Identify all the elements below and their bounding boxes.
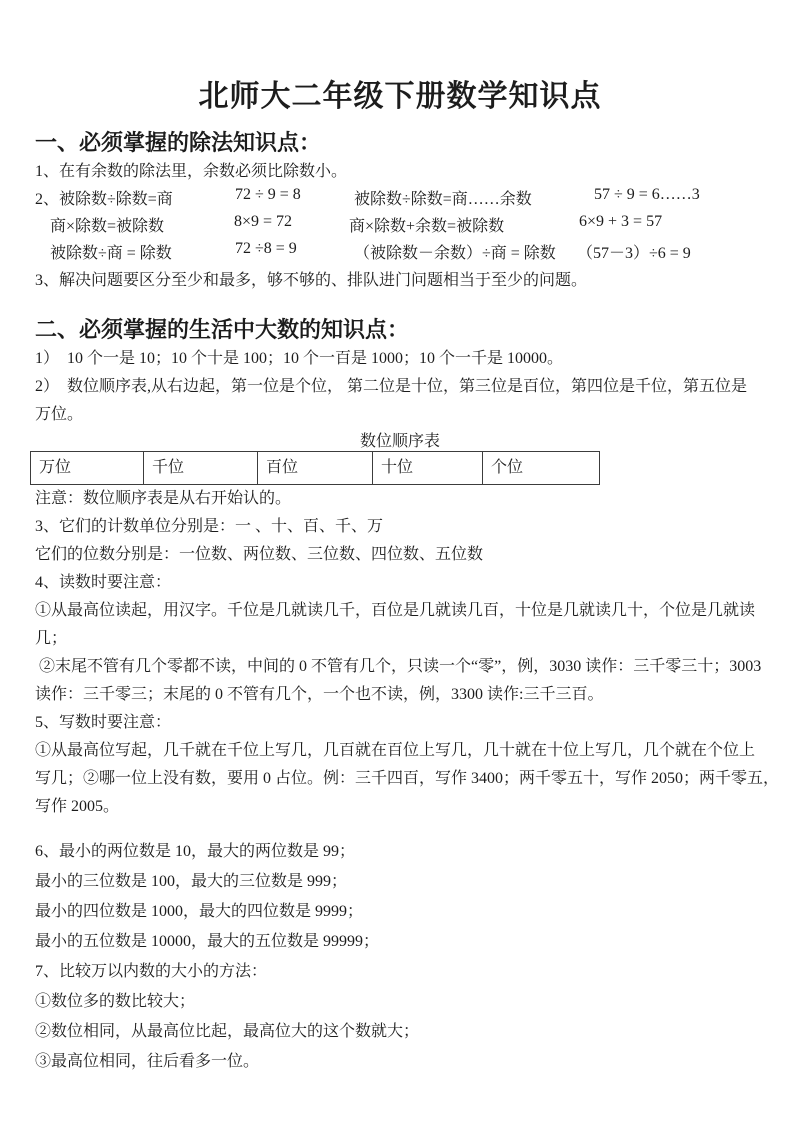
equation-example: （57－3）÷6 = 9: [577, 245, 691, 262]
reading-rule-2-line1: ②末尾不管有几个零都不读，中间的 0 不管有几个，只读一个“零”，例，3030 读作：三千零三十；3003: [35, 658, 762, 675]
equation-row-2: [35, 213, 765, 240]
table-note: 注意：数位顺序表是从右开始认的。: [35, 490, 292, 507]
document-content: [35, 0, 780, 1077]
section-2-heading: 二、必须掌握的生活中大数的知识点：: [35, 317, 410, 342]
section2-item5: 5、写数时要注意：: [35, 714, 172, 731]
reading-rule-1-line2: 几；: [35, 630, 68, 647]
section2-item2: [35, 373, 765, 429]
equation-example: 8×9 = 72: [234, 213, 293, 230]
table-cell-shiwei: 十位: [373, 452, 483, 484]
compare-rule-2: ②数位相同，从最高位比起，最高位大的这个数就大；: [35, 1023, 420, 1040]
section2-items6-7: [35, 837, 765, 1077]
blank-gap: [35, 821, 765, 837]
section2-item4: 4、读数时要注意：: [35, 574, 172, 591]
table-cell-wanwei: 万位: [31, 452, 144, 484]
equation-label: 商×除数+余数=被除数: [349, 218, 505, 235]
section2-item1: 1） 10 个一是 10；10 个十是 100；10 个一百是 1000；10 个一千是 10000。: [35, 350, 564, 367]
section1-item1: 1、在有余数的除法里，余数必须比除数小。: [35, 163, 348, 180]
section2-item4-note2: [35, 653, 765, 709]
compare-rule-3: ③最高位相同，往后看多一位。: [35, 1053, 260, 1070]
section2-item3b: 它们的位数分别是：一位数、两位数、三位数、四位数、五位数: [35, 546, 484, 563]
table-cell-gewei: 个位: [491, 459, 524, 476]
writing-rule-line1: ①从最高位写起，几千就在千位上写几，几百就在百位上写几，几十就在十位上写几，几个就在个位上: [35, 742, 756, 759]
equation-label: 被除数÷商 = 除数: [50, 245, 172, 262]
min-max-3digit: 最小的三位数是 100，最大的三位数是 999；: [35, 873, 348, 890]
section-1-heading: 一、必须掌握的除法知识点：: [35, 130, 322, 155]
equation-label: 商×除数=被除数: [50, 218, 165, 235]
compare-rule-1: ①数位多的数比较大；: [35, 993, 196, 1010]
equation-example: 6×9 + 3 = 57: [579, 213, 663, 230]
section2-item4-note1: [35, 597, 765, 653]
min-max-4digit: 最小的四位数是 1000，最大的四位数是 9999；: [35, 903, 364, 920]
table-cell-qianwei: 千位: [144, 452, 258, 484]
place-value-table-caption: 数位顺序表: [359, 433, 440, 450]
equation-row-1: [35, 186, 765, 213]
division-equations: [35, 186, 765, 267]
section2-item5-note: [35, 737, 780, 821]
place-value-table: [30, 451, 600, 485]
min-max-5digit: 最小的五位数是 10000，最大的五位数是 99999；: [35, 933, 380, 950]
equation-label: （被除数－余数）÷商 = 除数: [354, 245, 556, 262]
reading-rule-1-line1: ①从最高位读起，用汉字。千位是几就读几千，百位是几就读几百，十位是几就读几十，个位是几就读: [35, 602, 756, 619]
section2-item3a: 3、它们的计数单位分别是：一 、十、百、千、万: [35, 518, 384, 535]
table-cell-baiwei: 百位: [258, 452, 373, 484]
writing-rule-line3: 写作 2005。: [35, 798, 120, 815]
section2-item2-line1: 2） 数位顺序表,从右边起，第一位是个位， 第二位是十位，第三位是百位，第四位是千位，第五位是: [35, 378, 748, 395]
document-title: 北师大二年级下册数学知识点: [198, 80, 602, 113]
equation-label: 2、被除数÷除数=商: [35, 191, 173, 208]
equation-example: 72 ÷ 9 = 8: [235, 186, 301, 203]
equation-example: 57 ÷ 9 = 6……3: [594, 186, 700, 203]
min-max-2digit: 6、最小的两位数是 10，最大的两位数是 99；: [35, 843, 356, 860]
equation-example: 72 ÷8 = 9: [235, 240, 297, 257]
reading-rule-2-line2: 读作：三千零三；末尾的 0 不管有几个，一个也不读，例，3300 读作:三千三百。: [35, 686, 604, 703]
section2-item2-line2: 万位。: [35, 406, 84, 423]
writing-rule-line2: 写几；②哪一位上没有数，要用 0 占位。例：三千四百，写作 3400；两千零五十，写作 2050；两千零五，: [35, 770, 780, 787]
equation-label: 被除数÷除数=商……余数: [354, 191, 532, 208]
section1-item3: 3、解决问题要区分至少和最多，够不够的、排队进门问题相当于至少的问题。: [35, 272, 588, 289]
section2-item7: 7、比较万以内数的大小的方法：: [35, 963, 268, 980]
equation-row-3: [35, 240, 765, 267]
